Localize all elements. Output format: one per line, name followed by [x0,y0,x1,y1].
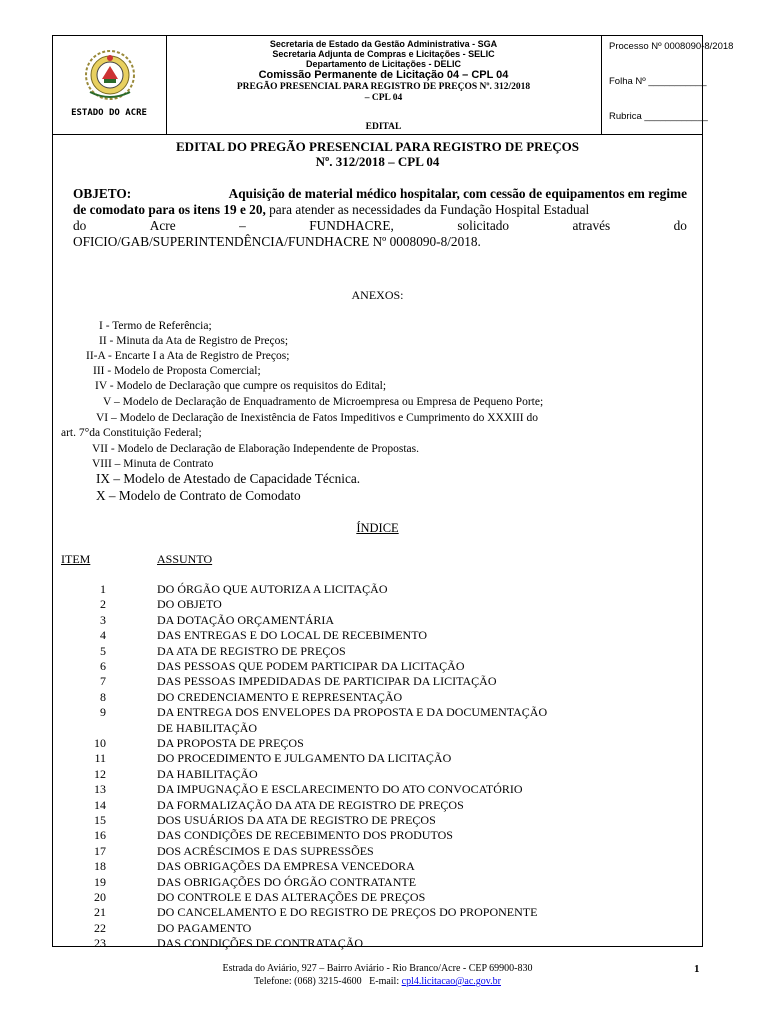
table-row [60,921,700,936]
anexo-item: X – Modelo de Contrato de Comodato [96,488,301,503]
table-row [60,597,700,612]
table-row [60,582,700,597]
header-line-selic: Secretaria Adjunta de Compras e Licitações - SELIC [272,49,495,59]
anexo-item: I - Termo de Referência; [99,320,212,332]
table-row [60,736,700,751]
footer-email-link[interactable]: cpl4.licitacao@ac.gov.br [401,976,501,987]
item-subject: DO PAGAMENTO [157,920,252,935]
item-number: 7 [100,674,106,689]
item-subject: DAS PESSOAS QUE PODEM PARTICIPAR DA LICITAÇÃO [157,659,465,673]
item-subject: DA ATA DE REGISTRO DE PREÇOS [157,643,346,658]
state-label: ESTADO DO ACRE [71,108,147,118]
table-row [60,705,700,720]
table-row [60,613,700,628]
item-number: 9 [100,705,106,720]
header-pregao-line1: PREGÃO PRESENCIAL PARA REGISTRO DE PREÇOS Nº. 312/2018 [236,82,531,92]
anexo-item: II-A - Encarte I a Ata de Registro de Preços; [86,350,290,362]
item-subject: DAS OBRIGAÇÕES DO ÓRGÃO CONTRATANTE [157,874,417,889]
objeto-bold-line1: Aquisição de material médico hospitalar, com cessão de equipamentos em regime [228,186,687,201]
footer-address: Estrada do Aviário, 927 – Bairro Aviário - Rio Branco/Acre - CEP 69900-830 [222,963,533,974]
item-subject: DA HABILITAÇÃO [157,766,258,781]
title-line2: Nº. 312/2018 – CPL 04 [315,154,440,169]
header-line-delic: Departamento de Licitações - DELIC [305,59,462,69]
anexo-item: VIII – Minuta de Contrato [92,458,214,470]
item-subject: DE HABILITAÇÃO [157,720,258,735]
table-row [60,767,700,782]
item-number: 10 [94,736,106,750]
objeto-label: OBJETO: [73,186,132,201]
table-row [60,690,700,705]
anexo-item: VI – Modelo de Declaração de Inexistência de Fatos Impeditivos e Cumprimento do XXXIII do [96,412,538,424]
table-row [60,859,700,874]
footer [52,962,703,988]
item-subject: DA IMPUGNAÇÃO E ESCLARECIMENTO DO ATO CONVOCATÓRIO [157,782,523,797]
rubrica-field: Rubrica ____________ [609,111,708,122]
item-subject: DAS CONDIÇÕES DE RECEBIMENTO DOS PRODUTOS [157,828,453,843]
item-subject: DAS PESSOAS IMPEDIDADAS DE PARTICIPAR DA LICITAÇÃO [157,674,497,689]
item-number: 15 [94,813,106,827]
title-line1: EDITAL DO PREGÃO PRESENCIAL PARA REGISTRO DE PREÇOS [176,139,579,154]
item-number: 11 [94,751,106,766]
header-edital-label: EDITAL [365,122,402,132]
item-subject: DO CREDENCIAMENTO E REPRESENTAÇÃO [157,689,403,704]
anexo-item: IV - Modelo de Declaração que cumpre os requisitos do Edital; [95,380,387,392]
table-row [60,905,700,920]
item-subject: DO PROCEDIMENTO E JULGAMENTO DA LICITAÇÃO [157,751,452,766]
header-center-cell [166,36,602,134]
header-table [52,35,734,135]
anexo-item: V – Modelo de Declaração de Enquadramento de Microempresa ou Empresa de Pequeno Porte; [103,396,544,408]
table-row [60,936,700,951]
table-row [60,798,700,813]
item-subject: DAS ENTREGAS E DO LOCAL DE RECEBIMENTO [157,628,427,643]
item-subject: DAS CONDIÇÕES DE CONTRATAÇÃO [157,936,364,951]
header-pregao-line2: – CPL 04 [364,93,403,103]
col-header-assunto: ASSUNTO [157,552,213,566]
logo-cell [53,36,167,134]
item-number: 21 [94,905,106,920]
table-row [60,844,700,859]
item-number: 18 [94,859,106,874]
item-subject: DO ÓRGÃO QUE AUTORIZA A LICITAÇÃO [157,582,388,596]
anexo-item: IX – Modelo de Atestado de Capacidade Técnica. [96,471,361,486]
item-subject: DOS USUÁRIOS DA ATA DE REGISTRO DE PREÇOS [157,813,436,827]
objeto-line4: OFICIO/GAB/SUPERINTENDÊNCIA/FUNDHACRE Nº 0008090-8/2018. [73,234,481,249]
anexo-item: II - Minuta da Ata de Registro de Preços; [99,335,289,347]
item-subject: DOS ACRÉSCIMOS E DAS SUPRESSÕES [157,843,374,858]
table-row [60,813,700,828]
item-number: 17 [94,843,106,858]
objeto-paragraph [73,186,687,250]
document-title [52,139,703,169]
page-number: 1 [694,963,700,975]
item-number: 5 [100,643,106,658]
anexos-heading: ANEXOS: [351,288,404,302]
table-row [60,782,700,797]
item-number: 14 [94,797,106,812]
table-row [60,828,700,843]
anexo-item: VII - Modelo de Declaração de Elaboração Independente de Propostas. [92,443,419,455]
folha-field: Folha Nº ___________ [609,76,707,87]
indice-heading: ÍNDICE [356,521,399,535]
state-seal-icon [80,48,140,104]
item-number: 1 [100,582,106,596]
header-right-cell [601,36,734,134]
item-number: 13 [94,782,106,797]
item-subject: DAS OBRIGAÇÕES DA EMPRESA VENCEDORA [157,859,415,874]
objeto-normal-line2: para atender as necessidades da Fundação Hospital Estadual [269,202,590,217]
footer-phone: Telefone: (068) 3215-4600 [254,976,362,987]
item-subject: DO OBJETO [157,597,222,612]
item-subject: DA PROPOSTA DE PREÇOS [157,736,304,750]
table-row [60,674,700,689]
table-row [60,659,700,674]
footer-email-label: E-mail: [369,976,400,987]
table-row [60,644,700,659]
objeto-line3: do Acre – FUNDHACRE, solicitado através do [73,218,687,233]
anexo-item: art. 7°da Constituição Federal; [61,427,202,439]
item-number: 16 [94,828,106,843]
item-number: 8 [100,689,106,704]
item-subject: DA FORMALIZAÇÃO DA ATA DE REGISTRO DE PREÇOS [157,797,464,812]
processo-number: Processo Nº 0008090-8/2018 [609,41,734,52]
header-line-sga: Secretaria de Estado da Gestão Administrativa - SGA [269,39,498,49]
table-row [60,890,700,905]
item-subject: DO CANCELAMENTO E DO REGISTRO DE PREÇOS DO PROPONENTE [157,905,538,920]
item-number: 2 [100,597,106,612]
item-subject: DA DOTAÇÃO ORÇAMENTÁRIA [157,612,335,627]
table-row [60,875,700,890]
item-number: 20 [94,890,106,904]
col-header-item: ITEM [61,552,91,566]
item-number: 4 [100,628,106,643]
table-row [60,628,700,643]
item-number: 22 [94,920,106,935]
table-row [60,721,700,736]
item-subject: DO CONTROLE E DAS ALTERAÇÕES DE PREÇOS [157,890,426,904]
anexo-item: III - Modelo de Proposta Comercial; [93,365,261,377]
item-number: 6 [100,659,106,673]
item-number: 3 [100,612,106,627]
header-commission: Comissão Permanente de Licitação 04 – CPL 04 [258,69,509,81]
item-number: 23 [94,936,106,951]
item-number: 12 [94,766,106,781]
item-subject: DA ENTREGA DOS ENVELOPES DA PROPOSTA E DA DOCUMENTAÇÃO [157,705,548,720]
objeto-bold-line2: de comodato para os itens 19 e 20, [73,202,266,217]
table-row [60,751,700,766]
item-number: 19 [94,874,106,889]
